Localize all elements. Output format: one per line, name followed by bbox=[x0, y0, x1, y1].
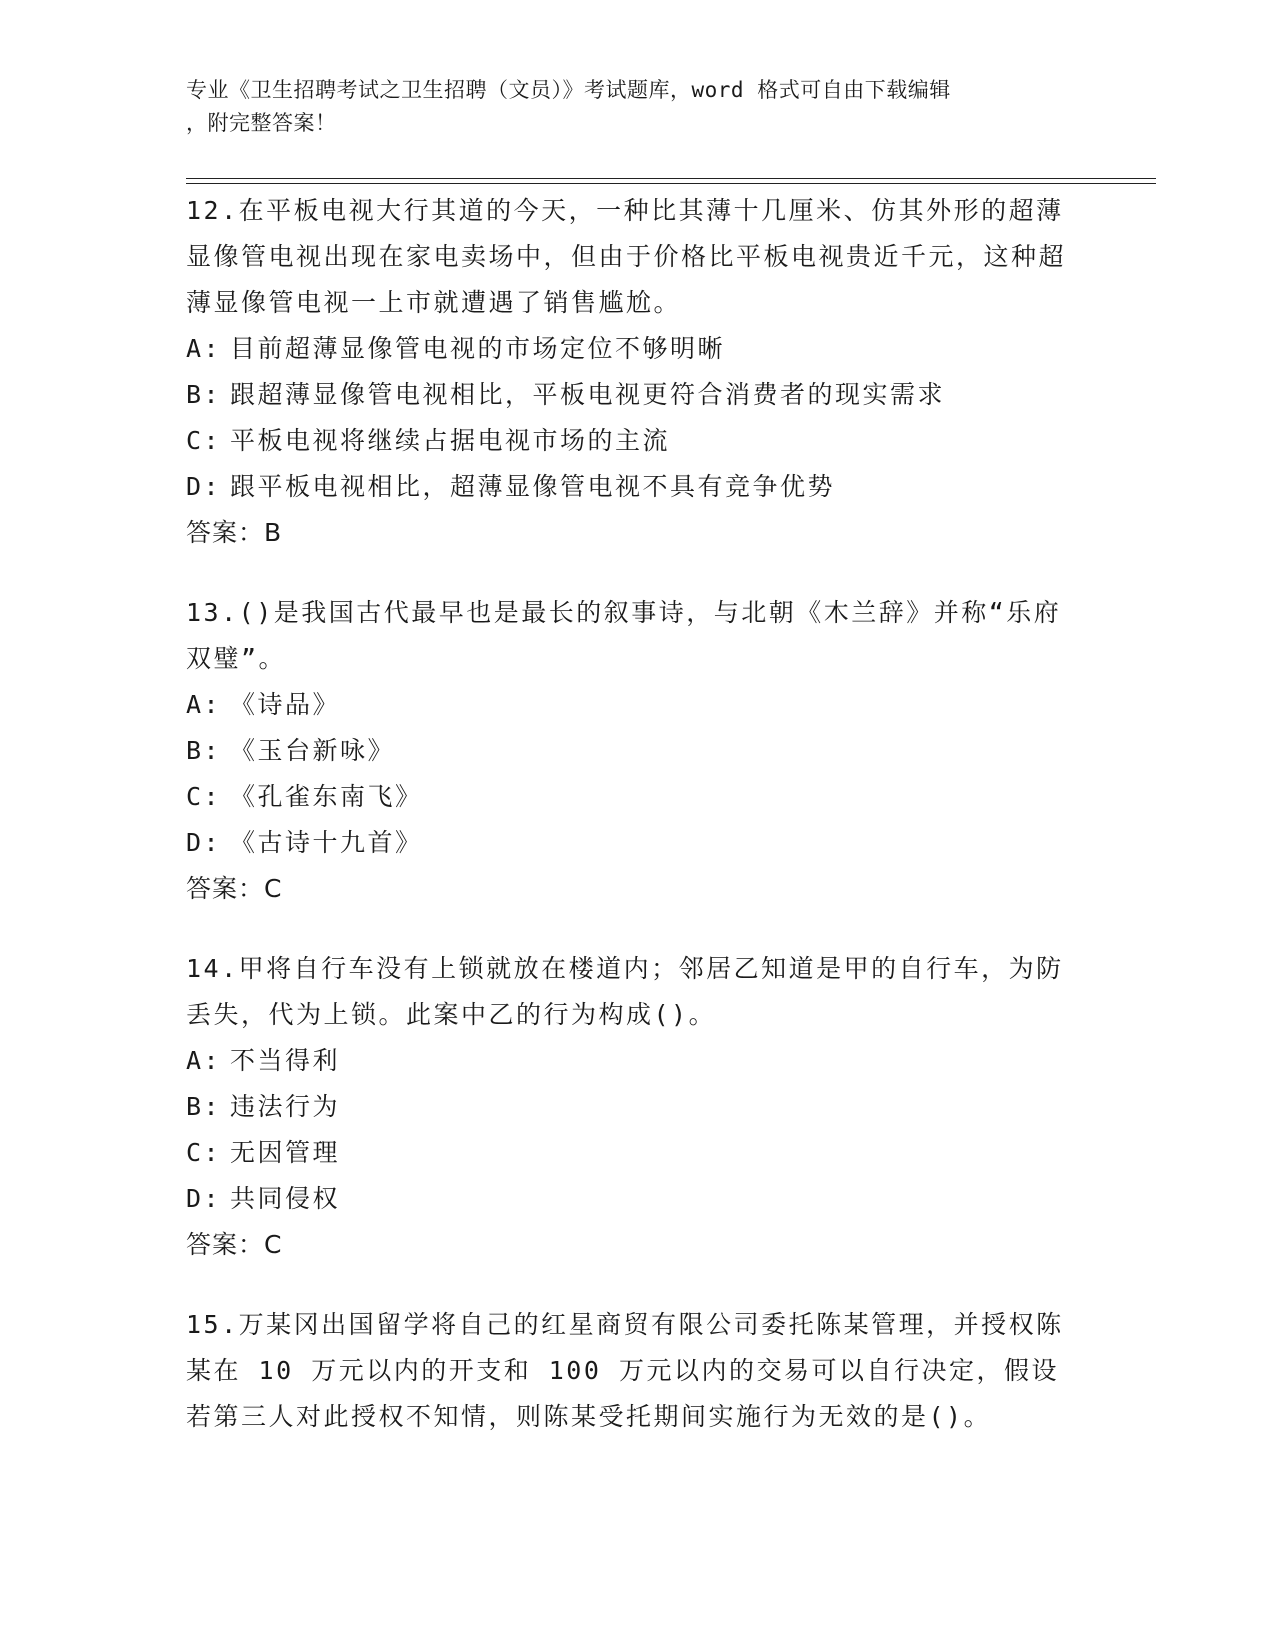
option-b bbox=[186, 728, 1066, 774]
option-text: 《孔雀东南飞》 bbox=[230, 782, 423, 811]
question-12 bbox=[186, 188, 1066, 556]
option-b bbox=[186, 372, 1066, 418]
answer-label: 答案：C bbox=[186, 1230, 283, 1259]
option-text: 《古诗十九首》 bbox=[230, 828, 423, 857]
header-note-line-1: 专业《卫生招聘考试之卫生招聘（文员）》考试题库，word 格式可自由下载编辑 bbox=[186, 78, 951, 102]
header-divider-top bbox=[186, 178, 1156, 179]
option-key: A: bbox=[186, 690, 222, 719]
question-13 bbox=[186, 590, 1066, 912]
option-key: A: bbox=[186, 1046, 222, 1075]
option-d bbox=[186, 820, 1066, 866]
question-stem: 13.()是我国古代最早也是最长的叙事诗，与北朝《木兰辞》并称“乐府双璧”。 bbox=[186, 598, 1062, 673]
option-key: C: bbox=[186, 1138, 222, 1167]
header-note bbox=[186, 74, 1066, 140]
option-text: 无因管理 bbox=[230, 1138, 341, 1167]
option-d bbox=[186, 464, 1066, 510]
option-text: 《玉台新咏》 bbox=[230, 736, 396, 765]
option-c bbox=[186, 774, 1066, 820]
option-text: 共同侵权 bbox=[230, 1184, 341, 1213]
option-text: 违法行为 bbox=[230, 1092, 341, 1121]
question-stem: 15.万某冈出国留学将自己的红星商贸有限公司委托陈某管理，并授权陈某在 10 万元以内的开支和 100 万元以内的交易可以自行决定，假设若第三人对此授权不知情，则陈某受托期间实施行为无效的是()。 bbox=[186, 1310, 1064, 1431]
option-text: 目前超薄显像管电视的市场定位不够明晰 bbox=[230, 334, 726, 363]
option-key: D: bbox=[186, 1184, 222, 1213]
option-text: 跟超薄显像管电视相比，平板电视更符合消费者的现实需求 bbox=[230, 380, 946, 409]
option-key: B: bbox=[186, 380, 222, 409]
option-a bbox=[186, 1038, 1066, 1084]
question-list bbox=[186, 188, 1066, 1474]
header-note-line-2: ，附完整答案！ bbox=[186, 111, 337, 135]
answer-label: 答案：B bbox=[186, 518, 283, 547]
option-d bbox=[186, 1176, 1066, 1222]
option-key: C: bbox=[186, 782, 222, 811]
option-key: B: bbox=[186, 736, 222, 765]
option-key: D: bbox=[186, 828, 222, 857]
option-c bbox=[186, 418, 1066, 464]
header-divider-bottom bbox=[186, 183, 1156, 184]
option-text: 跟平板电视相比，超薄显像管电视不具有竞争优势 bbox=[230, 472, 836, 501]
option-a bbox=[186, 326, 1066, 372]
option-text: 《诗品》 bbox=[230, 690, 341, 719]
option-text: 平板电视将继续占据电视市场的主流 bbox=[230, 426, 671, 455]
question-15 bbox=[186, 1302, 1066, 1440]
option-list bbox=[186, 682, 1066, 866]
option-key: B: bbox=[186, 1092, 222, 1121]
option-list bbox=[186, 1038, 1066, 1222]
option-list bbox=[186, 326, 1066, 510]
option-a bbox=[186, 682, 1066, 728]
option-key: C: bbox=[186, 426, 222, 455]
question-stem: 12.在平板电视大行其道的今天，一种比其薄十几厘米、仿其外形的超薄显像管电视出现在家电卖场中，但由于价格比平板电视贵近千元，这种超薄显像管电视一上市就遭遇了销售尴尬。 bbox=[186, 196, 1067, 317]
option-b bbox=[186, 1084, 1066, 1130]
option-c bbox=[186, 1130, 1066, 1176]
option-text: 不当得利 bbox=[230, 1046, 341, 1075]
option-key: A: bbox=[186, 334, 222, 363]
answer-label: 答案：C bbox=[186, 874, 283, 903]
option-key: D: bbox=[186, 472, 222, 501]
question-stem: 14.甲将自行车没有上锁就放在楼道内；邻居乙知道是甲的自行车，为防丢失，代为上锁。此案中乙的行为构成()。 bbox=[186, 954, 1064, 1029]
question-14 bbox=[186, 946, 1066, 1268]
